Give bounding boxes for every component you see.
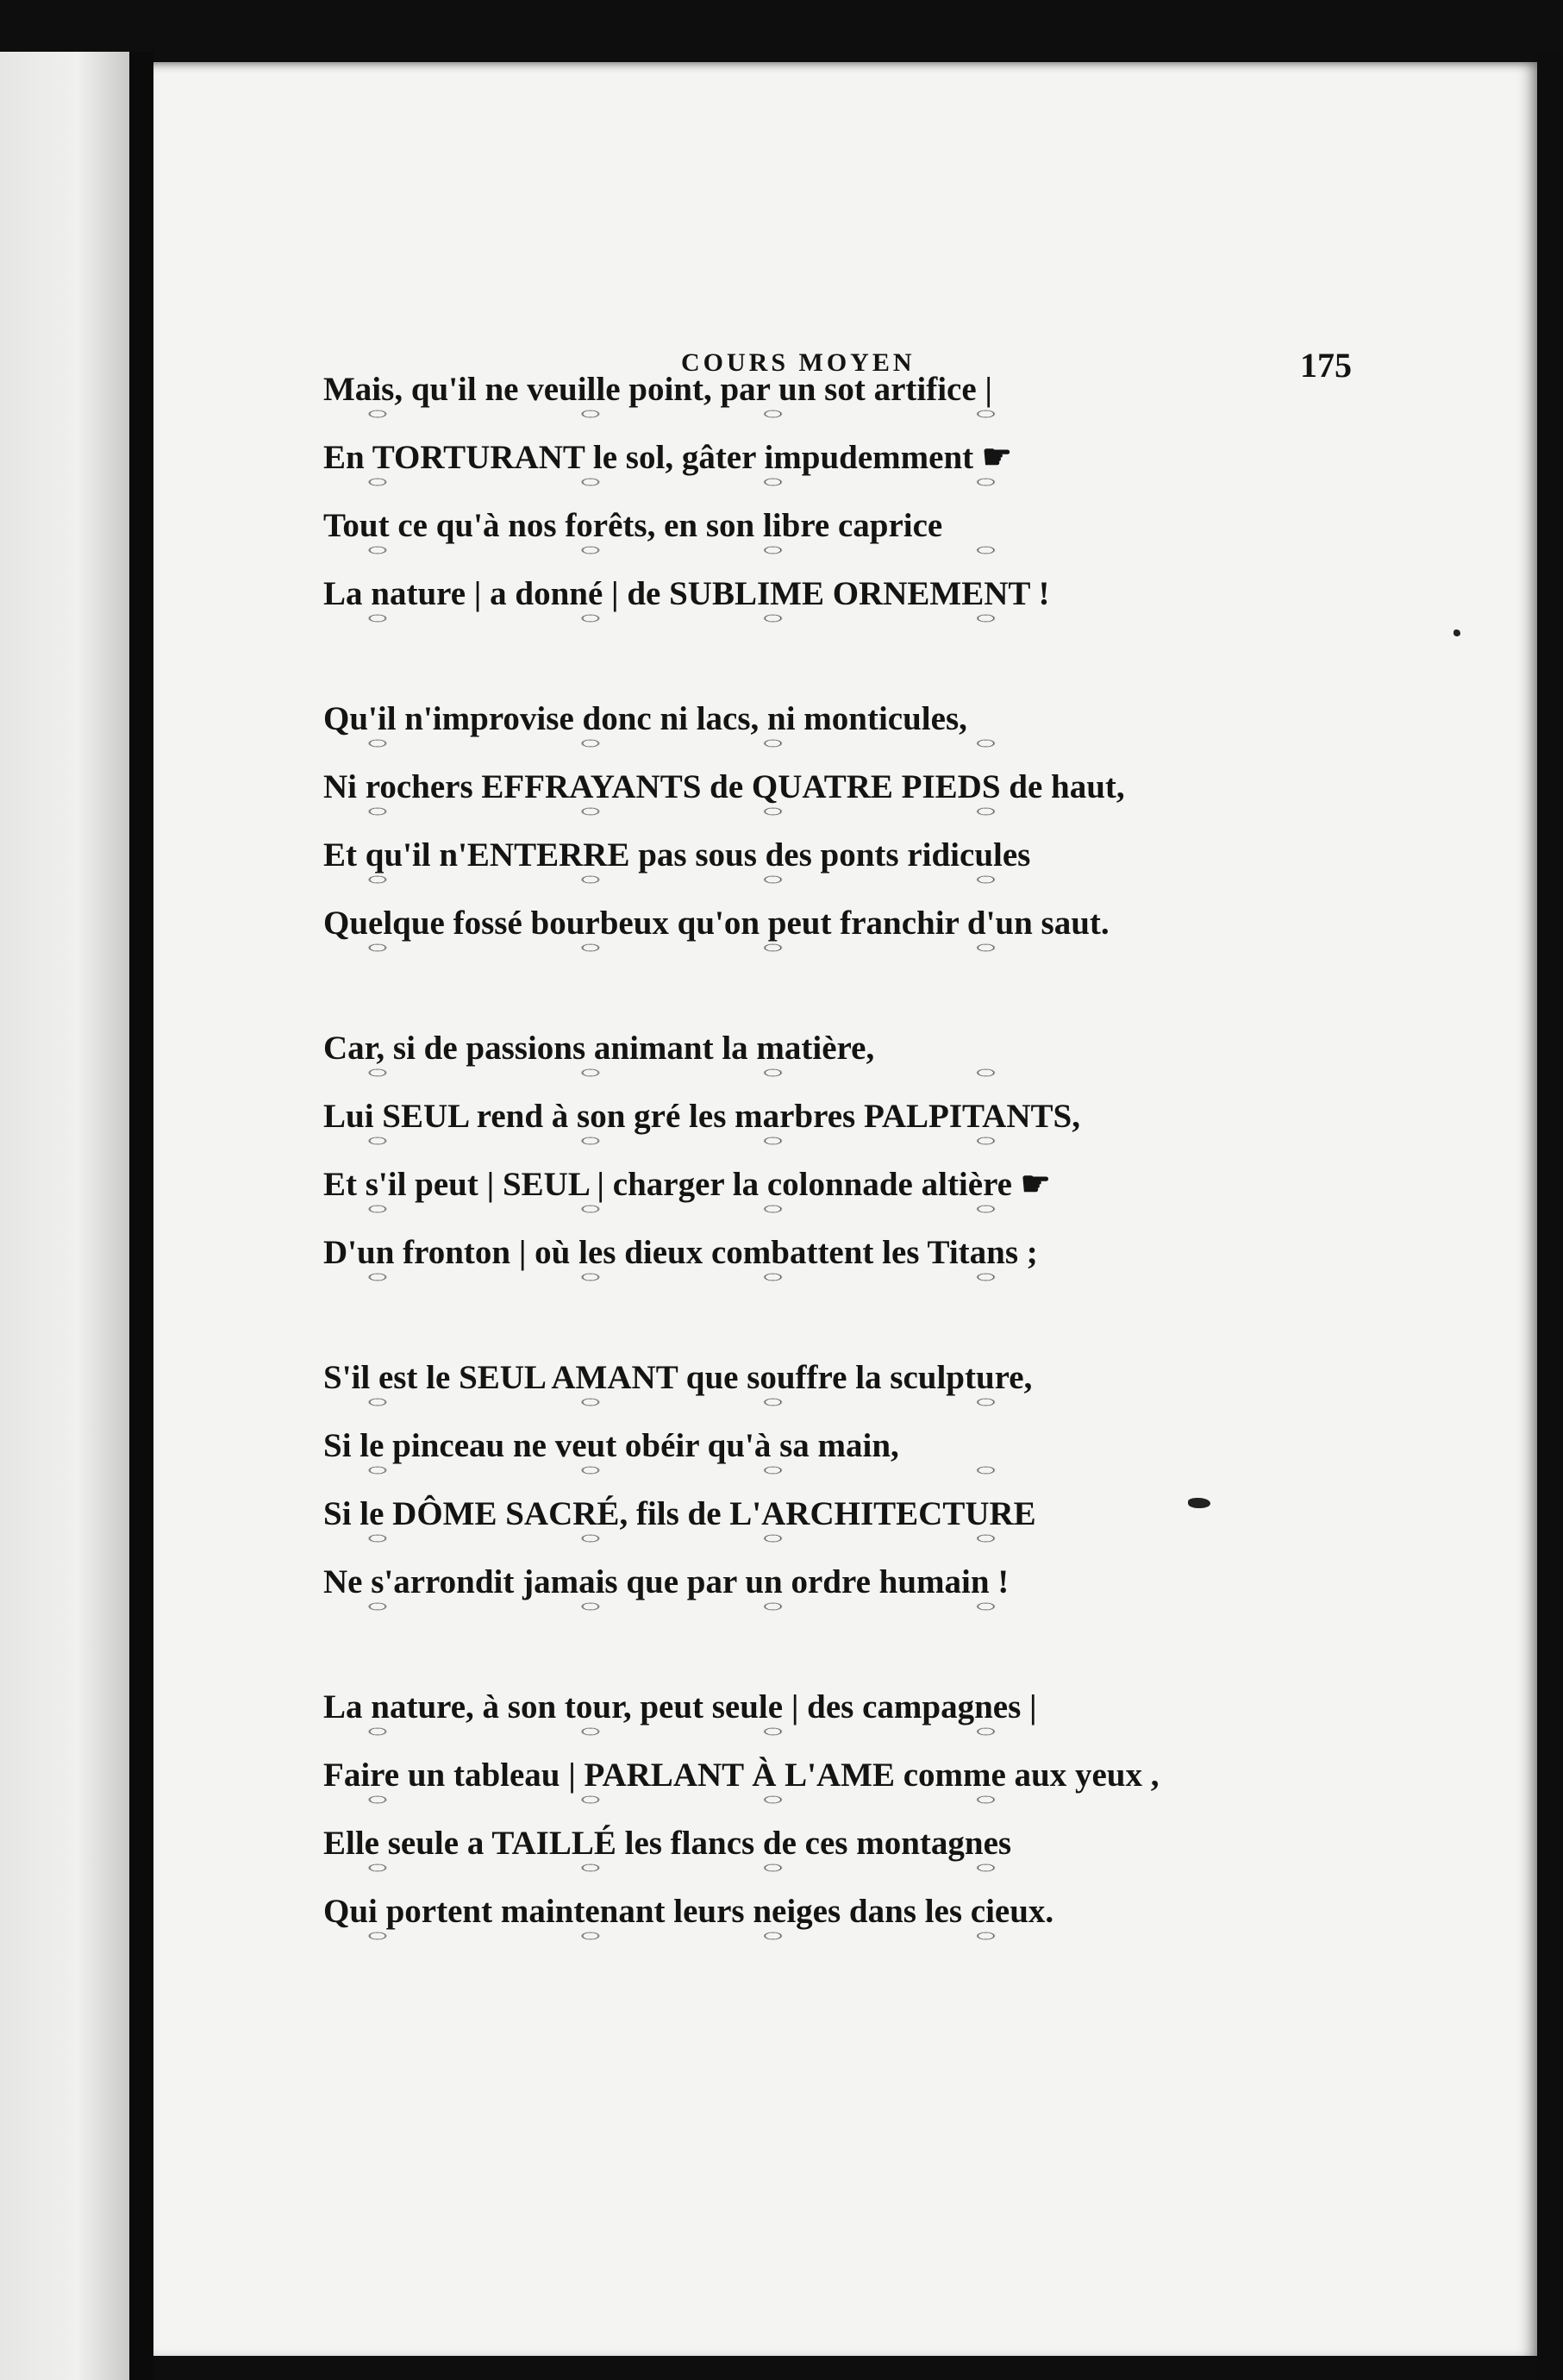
verse-line: En TORTURANT le sol, gâter impudemment ☛ xyxy=(323,423,1410,492)
verse-line: Ni rochers EFFRAYANTS de QUATRE PIEDS de haut, xyxy=(323,753,1410,821)
verse-line: D'un fronton | où les dieux combattent les Titans ; xyxy=(323,1218,1410,1287)
book-gutter xyxy=(129,52,153,2380)
ink-blot-icon xyxy=(1188,1498,1210,1508)
page-number: 175 xyxy=(1300,346,1352,385)
verse-line: Quelque fossé bourbeux qu'on peut franchir d'un saut. xyxy=(323,889,1410,957)
verse-line: La nature, à son tour, peut seule | des campagnes | xyxy=(323,1673,1410,1741)
poem xyxy=(323,355,1410,1945)
verse-line: Si le pinceau ne veut obéir qu'à sa main, xyxy=(323,1412,1410,1480)
verse-line: Ne s'arrondit jamais que par un ordre humain ! xyxy=(323,1548,1410,1616)
verse-line: Qu'il n'improvise donc ni lacs, ni monticules, xyxy=(323,685,1410,753)
stanza-2 xyxy=(323,685,1410,957)
verse-line: Lui SEUL rend à son gré les marbres PALPITANTS, xyxy=(323,1082,1410,1150)
scan-border xyxy=(1537,52,1563,2380)
page-header xyxy=(153,288,1537,385)
book-page xyxy=(153,62,1537,2356)
verse-line: Si le DÔME SACRÉ, fils de L'ARCHITECTURE xyxy=(323,1480,1410,1548)
running-head: COURS MOYEN xyxy=(681,348,916,377)
verse-line: Tout ce qu'à nos forêts, en son libre caprice xyxy=(323,492,1410,560)
stanza-3 xyxy=(323,1014,1410,1287)
facing-page-edge xyxy=(0,52,129,2380)
stanza-5 xyxy=(323,1673,1410,1945)
verse-line: Qui portent maintenant leurs neiges dans les cieux. xyxy=(323,1877,1410,1945)
verse-line: Et s'il peut | SEUL | charger la colonnade altière ☛ xyxy=(323,1150,1410,1218)
verse-line: Mais, qu'il ne veuille point, par un sot artifice | xyxy=(323,355,1410,423)
ink-dot-icon xyxy=(1454,629,1460,636)
verse-line: S'il est le SEUL AMANT que souffre la sculpture, xyxy=(323,1343,1410,1412)
verse-line: Elle seule a TAILLÉ les flancs de ces montagnes xyxy=(323,1809,1410,1877)
verse-line: Faire un tableau | PARLANT À L'AME comme aux yeux , xyxy=(323,1741,1410,1809)
stanza-4 xyxy=(323,1343,1410,1616)
verse-line: Car, si de passions animant la matière, xyxy=(323,1014,1410,1082)
verse-line: Et qu'il n'ENTERRE pas sous des ponts ridicules xyxy=(323,821,1410,889)
stanza-1 xyxy=(323,355,1410,628)
verse-line: La nature | a donné | de SUBLIME ORNEMENT ! xyxy=(323,560,1410,628)
